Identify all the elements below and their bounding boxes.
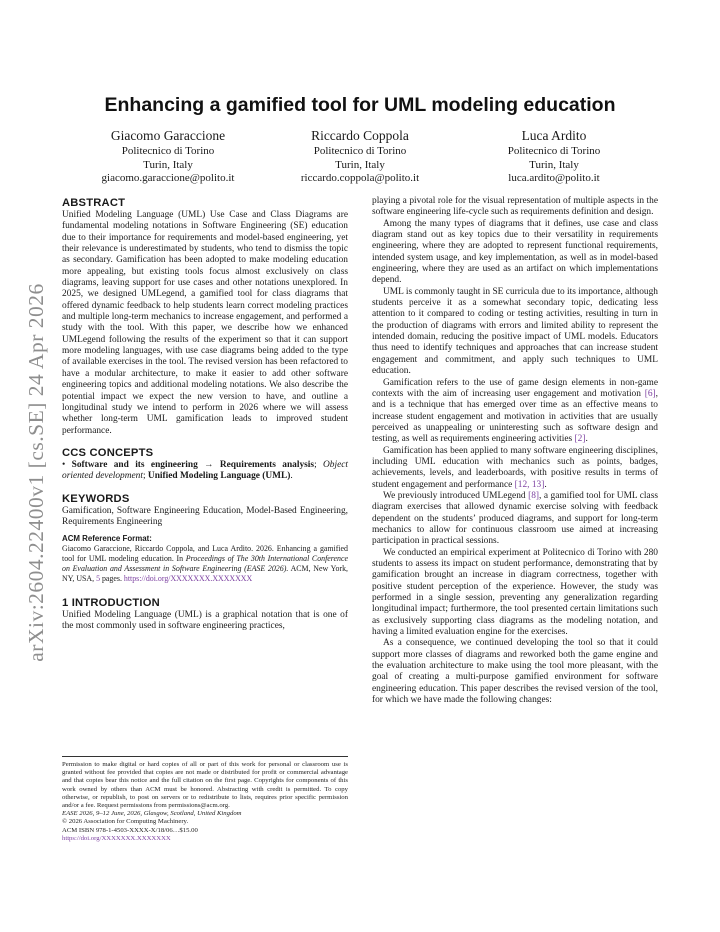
intro-paragraph: [372, 378, 658, 446]
intro-paragraph: playing a pivotal role for the visual representation of multiple aspects in the software engineering life-cycle such as requirements definition and design.: [372, 196, 658, 218]
author-block: [68, 128, 268, 186]
paragraph-text: .: [544, 479, 547, 490]
abstract-text: Unified Modeling Language (UML) Use Case and Class Diagrams are fundamental modeling notations in Software Engineering (SE) education due to their importance for requirements and model-based engineering, yet their relevance is underestimated by students, who tend to dismiss the topic as secondary. Gamification has been adopted to make modeling education more appealing, but existing tools focus almost exclusively on class diagrams, leaving support for use cases and other notations unexplored. In 2025, we designed UMLegend, a gamified tool for class diagrams that offered dynamic feedback to help students learn correct modeling practices and multiple long-term mechanics to increase engagement, and performed a study with the tool. With this paper, we describe how we enhanced UMLegend following the results of the experiment so that it can support more modeling languages, with use case diagrams being added to the type of available exercises in the tool. The revised version has been refactored to have a modular architecture, to make it easier to add other software engineering topics and additional modeling notations. We also describe the potential impact we expect the new version to have, and outline a longitudinal study we intend to perform in 2026 where we will assess whether long-term UML gamification leads to improved student performance.: [62, 210, 348, 436]
acm-reference-pages: 5: [96, 573, 101, 583]
acm-reference-format: [62, 534, 348, 584]
citation-link[interactable]: [12, 13]: [514, 479, 545, 490]
ccs-concepts-list: [62, 460, 348, 483]
intro-paragraph: Unified Modeling Language (UML) is a graphical notation that is one of the most commonly used in software engineering practices,: [62, 609, 348, 632]
ccs-arrow: →: [197, 459, 220, 470]
copyright-line: © 2026 Association for Computing Machinery.: [62, 818, 189, 826]
arxiv-identifier-text: arXiv:2604.22400v1 [cs.SE] 24 Apr 2026: [23, 282, 48, 662]
author-location: Turin, Italy: [335, 158, 385, 171]
citation-link[interactable]: [8]: [528, 490, 540, 501]
author-affiliation: Politecnico di Torino: [507, 145, 601, 157]
paragraph-text: We previously introduced UMLegend: [383, 490, 529, 501]
permission-notice: Permission to make digital or hard copies of all or part of this work for personal or classroom use is granted without fee provided that copies are not made or distributed for profit or commercial advantage and that copies bear this notice and the full citation on the first page. Copyrights for components of this work owned by others than ACM must be honored. Abstracting with credit is permitted. To copy otherwise, or republish, to post on servers or to redistribute to lists, requires prior specific permission and/or a fee. Request permissions from permissions@acm.org.: [62, 761, 348, 810]
ccs-term: Object oriented development: [62, 459, 349, 482]
copyright-footnote: [62, 756, 348, 843]
paper-title: Enhancing a gamified tool for UML modeling education: [104, 94, 616, 116]
isbn-line: ACM ISBN 978-1-4503-XXXX-X/18/06…$15.00: [62, 826, 198, 834]
ccs-term: Requirements analysis: [219, 459, 315, 470]
acm-reference-label: ACM Reference Format:: [62, 534, 152, 544]
acm-reference-authors: Giacomo Garaccione, Riccardo Coppola, and Luca Ardito. 2026. Enhancing a gamified tool for UML modeling education. In: [62, 544, 348, 564]
venue-line: EASE 2026, 9–12 June, 2026, Glasgow, Scotland, United Kingdom: [62, 810, 242, 818]
arxiv-identifier-stamp: [8, 276, 64, 668]
author-email: luca.ardito@polito.it: [508, 172, 600, 184]
ccs-end: .: [290, 471, 293, 482]
intro-paragraph: [372, 446, 658, 491]
acm-reference-pages-label: pages.: [100, 573, 124, 583]
intro-paragraph: [372, 491, 658, 548]
intro-paragraph: Among the many types of diagrams that it defines, use case and class diagram stand out as key topics due to their versatility in requirements engineering, where they are adopted to represent functional requirements, intended system usage, and key implementation, as well as in model-based engineering, where they are used as an artifact on which implementations depend.: [372, 218, 658, 286]
paragraph-text: Gamification refers to the use of game design elements in non-game contexts with the aim of increasing user engagement and motivation: [372, 377, 658, 399]
citation-link[interactable]: [2]: [574, 434, 586, 445]
author-block: [260, 128, 460, 186]
author-email: giacomo.garaccione@polito.it: [101, 172, 235, 184]
introduction-heading: 1 INTRODUCTION: [62, 596, 160, 609]
paragraph-text: .: [585, 434, 588, 445]
left-column: [62, 196, 348, 632]
intro-paragraph: UML is commonly taught in SE curricula due to its importance, although students perceive it as a somewhat secondary topic, dedicating less attention to it compared to coding or testing activities, resulting in turn in the production of diagrams with errors and limited ability to represent the intended domain, reducing the positive impact of UML models. Educators thus need to identify techniques and approaches that can increase student engagement and commitment, and apply such techniques to UML education.: [372, 286, 658, 377]
author-affiliation: Politecnico di Torino: [121, 145, 215, 157]
ccs-heading: CCS CONCEPTS: [62, 446, 154, 459]
paragraph-text: Gamification has been applied to many software engineering disciplines, including UML education with mechanics such as points, badges, achievements, levels, and leaderboards, with positive results in terms of student engagement and performance: [372, 445, 658, 490]
ccs-term: Software and its engineering: [71, 459, 198, 470]
keywords-text: Gamification, Software Engineering Education, Model-Based Engineering, Requirements Engineering: [62, 505, 348, 527]
acm-reference-proceedings: Proceedings of The 30th International Conference on Evaluation and Assessment in Software Engineering (EASE 2026).: [62, 554, 349, 573]
author-name: Luca Ardito: [521, 128, 587, 143]
author-name: Riccardo Coppola: [311, 128, 409, 143]
ccs-separator: ;: [142, 471, 148, 482]
intro-paragraph: As a consequence, we continued developing the tool so that it could support more classes of diagrams and reworked both the game engine and the evaluation architecture to make using the tool more pleasant, with the goal of creating a multi-purpose gamified environment for software engineering education. This paper describes the revised version of the tool, for which we have made the following changes:: [372, 638, 658, 706]
right-column: [372, 196, 658, 706]
ccs-separator: ;: [314, 459, 317, 470]
author-affiliation: Politecnico di Torino: [313, 145, 407, 157]
author-name: Giacomo Garaccione: [110, 128, 226, 143]
ccs-bullet: •: [62, 459, 66, 470]
intro-paragraph: We conducted an empirical experiment at Politecnico di Torino with 280 students to assess its impact on student performance, demonstrating that by gamification brought an increase in diagram correctness, together with positive student perception of the experience. However, the study was performed in a single session, preventing any generalization regarding longitudinal impact; furthermore, the tool presented certain limitations such as exclusively supporting class diagrams as the modeling notation, and having a limited evaluation engine for the exercises.: [372, 547, 658, 638]
footnote-doi-link[interactable]: https://doi.org/XXXXXXX.XXXXXXX: [62, 834, 171, 842]
paragraph-text: , and is a technique that has emerged over time as an effective means to increase student engagement and motivation in activities that are usually perceived as unappealing or uninteresting such as software design and testing, as well as requirements engineering activities: [372, 388, 658, 445]
author-location: Turin, Italy: [143, 158, 193, 171]
citation-link[interactable]: [6]: [644, 388, 656, 399]
acm-reference-publisher: ACM, New York, NY, USA,: [62, 563, 348, 583]
author-location: Turin, Italy: [529, 158, 579, 171]
abstract-heading: ABSTRACT: [62, 197, 126, 209]
acm-reference-doi-link[interactable]: https://doi.org/XXXXXXX.XXXXXXX: [123, 573, 253, 583]
paragraph-text: , a gamified tool for UML class diagram exercises that allowed dynamic exercise solving with feedback dependent on the students’ produced diagrams, and support for long-term mechanics to allow for continuous classroom use aimed at increasing participation in practical sessions.: [372, 490, 658, 547]
keywords-heading: KEYWORDS: [62, 492, 130, 505]
acm-reference-text: [62, 544, 348, 584]
author-block: [454, 128, 654, 186]
ccs-term: Unified Modeling Language (UML): [147, 471, 291, 482]
author-email: riccardo.coppola@polito.it: [300, 172, 420, 184]
